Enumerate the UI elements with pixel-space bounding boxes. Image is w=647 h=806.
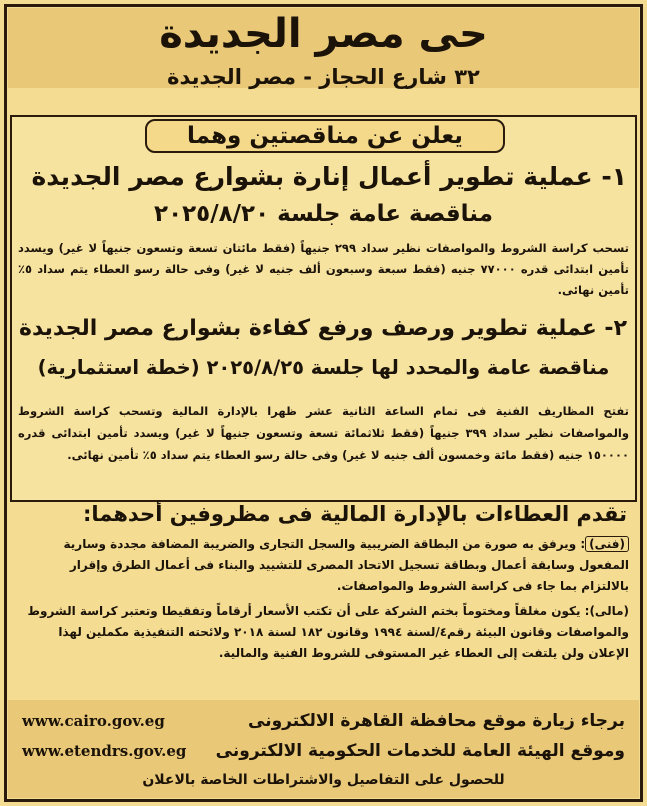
technical-text: : ويرفق به صورة من البطاقة الضريبية والسجل التجارى والضريبة المضافة مجددة وسارية المفعول وسابقة أعمال وبطاقة تسجيل الاتحاد المصرى للتشييد والبناء فى أعمال الطرق وإقرار بالالتزام بما جاء فى كراسة الشروط والمواصفات. xyxy=(63,537,629,593)
footer-etenders-text: وموقع الهيئة العامة للخدمات الحكومية الالكترونى xyxy=(215,741,625,761)
district-title: حى مصر الجديدة xyxy=(159,11,488,57)
tender-2-title: ٢- عملية تطوير ورصف ورفع كفاءة بشوارع مصر الجديدة xyxy=(18,316,627,341)
offers-heading: تقدم العطاءات بالإدارة المالية فى مظروفين أحدهما: xyxy=(83,502,627,526)
footer-cairo-text: برجاء زيارة موقع محافظة القاهرة الالكترونى xyxy=(248,711,625,731)
tender-2-session: مناقصة عامة والمحدد لها جلسة ٢٠٢٥/٨/٢٥ (خطة استثمارية) xyxy=(37,356,610,379)
announcement-label: يعلن عن مناقصتين وهما xyxy=(145,119,505,153)
financial-envelope: (مالى): يكون مغلقاً ومختوماً بختم الشركة على أن تكتب الأسعار أرقاماً وتفقيطا وتعتبر كراسة الشروط والمواصفات وقانون البيئة رقم٤/لسنة ١٩٩٤ وقانون ١٨٢ لسنة ٢٠١٨ ولائحته التنفيذية مكملين لهذا الإعلان ولن يلتفت إلى العطاء غير المستوفى للشروط الفنية والمالية. xyxy=(27,604,629,660)
tender-2-details: تفتح المظاريف الفنية فى تمام الساعة الثانية عشر ظهرا بالإدارة المالية وتسحب كراسة الشروط والمواصفات نظير سداد ٣٩٩ جنيهاً (فقط ثلاثمائة تسعة وتسعون جنيهاً لا غير) ويسدد تأمين ابتدائى قدره ١٥٠٠٠٠ جنيه (فقط مائة وخمسون ألف جنيه لا غير) وفى حالة رسو العطاء يتم سداد ٥٪ تأمين نهائى. xyxy=(18,404,630,462)
ad-header xyxy=(8,8,639,88)
tender-1-details: تسحب كراسة الشروط والمواصفات نظير سداد ٢٩٩ جنيهاً (فقط مائتان تسعة وتسعون جنيهاً لا غير) ويسدد تأمين ابتدائى قدره ٧٧٠٠٠ جنيه (فقط سبعة وسبعون ألف جنيه لا غير) وفى حالة رسو العطاء يتم سداد ٥٪ تأمين نهائى. xyxy=(18,241,629,297)
technical-label: فنى xyxy=(594,537,620,551)
district-address: ٣٢ شارع الحجاز - مصر الجديدة xyxy=(167,65,480,89)
financial-text: : يكون مغلقاً ومختوماً بختم الشركة على أن تكتب الأسعار أرقاماً وتفقيطا وتعتبر كراسة الشروط والمواصفات وقانون البيئة رقم٤/لسنة ١٩٩٤ وقانون ١٨٢ لسنة ٢٠١٨ ولائحته التنفيذية مكملين لهذا الإعلان ولن يلتفت إلى العطاء غير المستوفى للشروط الفنية والمالية. xyxy=(27,604,629,660)
cairo-website-link[interactable]: www.cairo.gov.eg xyxy=(22,712,165,730)
tender-1-session: مناقصة عامة جلسة ٢٠٢٥/٨/٢٠ xyxy=(154,201,493,227)
technical-label-tag: (فنى) xyxy=(585,536,629,552)
financial-label: مالى xyxy=(594,604,624,618)
ad-footer xyxy=(8,700,639,798)
footer-line-2 xyxy=(22,738,625,764)
tender-1-title: ١- عملية تطوير أعمال إنارة بشوارع مصر الجديدة xyxy=(31,162,627,191)
etenders-website-link[interactable]: www.etendrs.gov.eg xyxy=(22,742,187,760)
footer-note: للحصول على التفاصيل والاشتراطات الخاصة بالاعلان xyxy=(142,772,505,788)
footer-line-1 xyxy=(22,708,625,734)
technical-envelope xyxy=(18,534,629,597)
